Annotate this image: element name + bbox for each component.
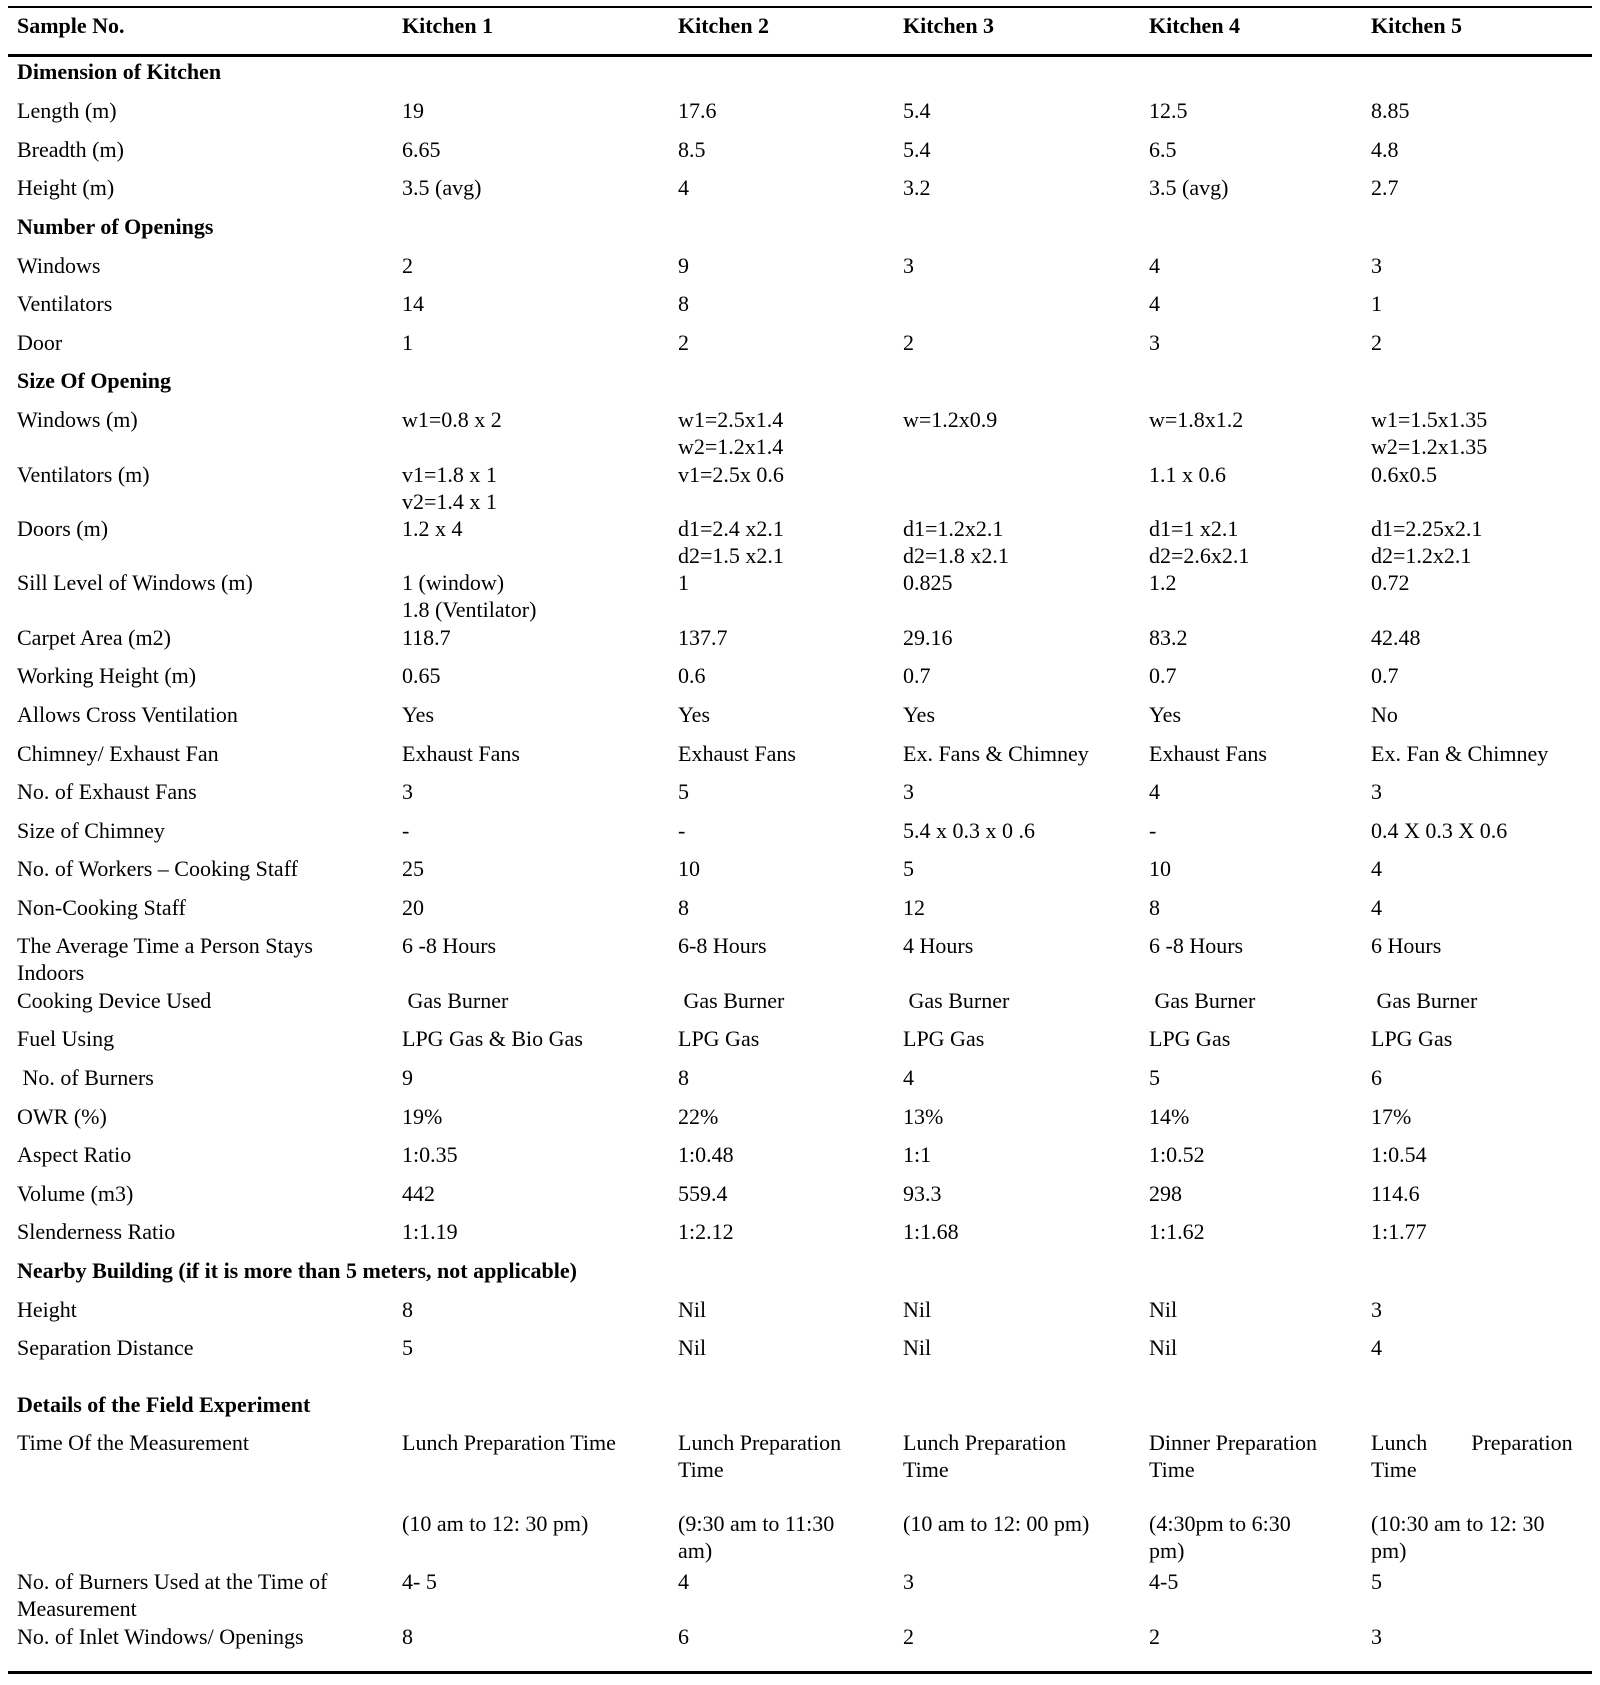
table-cell-kitchen-2: 6 <box>678 1624 689 1649</box>
table-cell-kitchen-3: 3 <box>903 779 914 804</box>
table-cell-kitchen-2: LPG Gas <box>678 1026 760 1051</box>
table-cell-kitchen-2: 5 <box>678 779 689 804</box>
header-cell-kitchen-1: Kitchen 1 <box>402 13 494 38</box>
table-cell-kitchen-1: 9 <box>402 1065 413 1090</box>
top-rule <box>8 6 1592 8</box>
table-cell-kitchen-1: - <box>402 818 410 843</box>
table-cell-kitchen-5: 1:1.77 <box>1371 1219 1427 1244</box>
table-cell-kitchen-4: d1=1 x2.1 d2=2.6x2.1 <box>1149 516 1250 568</box>
table-cell-kitchen-5: 6 <box>1371 1065 1382 1090</box>
table-cell-kitchen-1: 25 <box>402 856 424 881</box>
table-cell-kitchen-1: 3 <box>402 779 413 804</box>
header-cell-kitchen-2: Kitchen 2 <box>678 13 770 38</box>
table-cell-kitchen-3: 3.2 <box>903 175 931 200</box>
table-cell-kitchen-5: 1:0.54 <box>1371 1142 1427 1167</box>
table-cell-kitchen-4: 83.2 <box>1149 625 1188 650</box>
row-label: Fuel Using <box>17 1026 115 1051</box>
table-cell-kitchen-1: 0.65 <box>402 663 441 688</box>
table-cell-kitchen-4: Nil <box>1149 1335 1178 1360</box>
table-cell-kitchen-2: w1=2.5x1.4 w2=1.2x1.4 <box>678 407 784 459</box>
table-cell-kitchen-2: d1=2.4 x2.1 d2=1.5 x2.1 <box>678 516 784 568</box>
table-cell-kitchen-5: d1=2.25x2.1 d2=1.2x2.1 <box>1371 516 1483 568</box>
table-cell-kitchen-4: 12.5 <box>1149 98 1188 123</box>
header-rule <box>8 54 1592 57</box>
table-cell-kitchen-2: 1:0.48 <box>678 1142 734 1167</box>
row-label: No. of Exhaust Fans <box>17 779 197 804</box>
table-cell-kitchen-4: 1:0.52 <box>1149 1142 1205 1167</box>
table-cell-kitchen-2: Gas Burner <box>678 988 785 1013</box>
table-cell-kitchen-4: Yes <box>1149 702 1182 727</box>
table-cell-kitchen-5: 42.48 <box>1371 625 1421 650</box>
table-cell-kitchen-5: No <box>1371 702 1398 727</box>
table-cell-kitchen-4: 3.5 (avg) <box>1149 175 1229 200</box>
row-label: Length (m) <box>17 98 117 123</box>
table-cell-kitchen-4: Gas Burner <box>1149 988 1256 1013</box>
row-label: The Average Time a Person Stays Indoors <box>17 933 313 985</box>
table-cell-kitchen-1: 1.2 x 4 <box>402 516 463 541</box>
table-cell-kitchen-5: 5 <box>1371 1569 1382 1594</box>
table-cell-kitchen-4: - <box>1149 818 1157 843</box>
table-cell-kitchen-1: 2 <box>402 253 413 278</box>
table-cell-kitchen-1: 20 <box>402 895 424 920</box>
table-cell-kitchen-1: 1:0.35 <box>402 1142 458 1167</box>
table-cell-kitchen-3: 4 <box>903 1065 914 1090</box>
row-label: No. of Burners <box>17 1065 154 1090</box>
table-cell-kitchen-3: Nil <box>903 1335 932 1360</box>
table-cell-kitchen-4: 5 <box>1149 1065 1160 1090</box>
table-cell-kitchen-1: w1=0.8 x 2 <box>402 407 502 432</box>
table-cell-kitchen-4: 6 -8 Hours <box>1149 933 1244 958</box>
table-cell-kitchen-4: 0.7 <box>1149 663 1177 688</box>
table-cell-kitchen-3: 2 <box>903 330 914 355</box>
table-cell-kitchen-1: Yes <box>402 702 435 727</box>
table-cell-kitchen-3: 3 <box>903 253 914 278</box>
table-cell-kitchen-2: 4 <box>678 175 689 200</box>
table-cell-kitchen-1: 442 <box>402 1181 435 1206</box>
header-cell-kitchen-4: Kitchen 4 <box>1149 13 1241 38</box>
table-cell-kitchen-5: 3 <box>1371 1297 1382 1322</box>
table-cell-kitchen-3: Yes <box>903 702 936 727</box>
section-heading: Details of the Field Experiment <box>17 1392 311 1417</box>
table-cell-kitchen-1: Gas Burner <box>402 988 509 1013</box>
table-cell-kitchen-1: LPG Gas & Bio Gas <box>402 1026 583 1051</box>
table-cell-kitchen-2: Yes <box>678 702 711 727</box>
table-cell-kitchen-1: 118.7 <box>402 625 451 650</box>
table-cell-kitchen-1: 5 <box>402 1335 413 1360</box>
table-cell-kitchen-2: 137.7 <box>678 625 728 650</box>
table-cell-kitchen-4: 1.1 x 0.6 <box>1149 462 1226 487</box>
table-cell-kitchen-4: 1:1.62 <box>1149 1219 1205 1244</box>
table-cell-kitchen-3: 1:1 <box>903 1142 932 1167</box>
table-cell-kitchen-3: Lunch Preparation Time (10 am to 12: 00 pm) <box>903 1430 1090 1536</box>
table-cell-kitchen-3: 5.4 x 0.3 x 0 .6 <box>903 818 1035 843</box>
table-cell-kitchen-4: 3 <box>1149 330 1160 355</box>
table-cell-kitchen-1: 8 <box>402 1297 413 1322</box>
row-label: OWR (%) <box>17 1104 107 1129</box>
table-cell-kitchen-5: 2 <box>1371 330 1382 355</box>
table-cell-kitchen-2: 8 <box>678 895 689 920</box>
table-cell-kitchen-3: 5.4 <box>903 137 931 162</box>
row-label: Sill Level of Windows (m) <box>17 570 253 595</box>
row-label: Carpet Area (m2) <box>17 625 171 650</box>
table-cell-kitchen-3: 13% <box>903 1104 944 1129</box>
table-cell-kitchen-5: Gas Burner <box>1371 988 1478 1013</box>
table-cell-kitchen-3: 93.3 <box>903 1181 942 1206</box>
table-cell-kitchen-2: - <box>678 818 686 843</box>
row-label: Working Height (m) <box>17 663 197 688</box>
table-cell-kitchen-5: 4 <box>1371 895 1382 920</box>
table-cell-kitchen-1: 19% <box>402 1104 443 1129</box>
table-cell-kitchen-2: v1=2.5x 0.6 <box>678 462 784 487</box>
table-cell-kitchen-3: Ex. Fans & Chimney <box>903 741 1089 766</box>
row-label: Size of Chimney <box>17 818 165 843</box>
table-cell-kitchen-1: 6 -8 Hours <box>402 933 497 958</box>
table-cell-kitchen-1: 4- 5 <box>402 1569 437 1594</box>
table-cell-kitchen-3: w=1.2x0.9 <box>903 407 998 432</box>
table-cell-kitchen-2: Exhaust Fans <box>678 741 796 766</box>
table-cell-kitchen-4: Dinner Preparation Time (4:30pm to 6:30 pm) <box>1149 1430 1317 1563</box>
row-label: Cooking Device Used <box>17 988 212 1013</box>
table-cell-kitchen-5: Ex. Fan & Chimney <box>1371 741 1549 766</box>
table-cell-kitchen-1: 14 <box>402 291 424 316</box>
section-heading: Nearby Building (if it is more than 5 meters, not applicable) <box>17 1258 577 1283</box>
table-cell-kitchen-5: 4 <box>1371 856 1382 881</box>
table-cell-kitchen-5: 3 <box>1371 779 1382 804</box>
table-cell-kitchen-1: Exhaust Fans <box>402 741 520 766</box>
table-cell-kitchen-5: 2.7 <box>1371 175 1399 200</box>
table-cell-kitchen-2: 4 <box>678 1569 689 1594</box>
table-cell-kitchen-4: 4 <box>1149 291 1160 316</box>
table-cell-kitchen-4: w=1.8x1.2 <box>1149 407 1244 432</box>
table-cell-kitchen-2: 17.6 <box>678 98 717 123</box>
table-cell-kitchen-5: 4 <box>1371 1335 1382 1360</box>
table-cell-kitchen-2: Nil <box>678 1335 707 1360</box>
table-cell-kitchen-2: 559.4 <box>678 1181 728 1206</box>
table-cell-kitchen-4: 10 <box>1149 856 1171 881</box>
table-cell-kitchen-3: 5.4 <box>903 98 931 123</box>
row-label: Ventilators (m) <box>17 462 150 487</box>
table-cell-kitchen-1: 1 <box>402 330 413 355</box>
row-label: No. of Workers – Cooking Staff <box>17 856 298 881</box>
table-cell-kitchen-4: 298 <box>1149 1181 1182 1206</box>
table-cell-kitchen-5: 3 <box>1371 1624 1382 1649</box>
table-cell-kitchen-1: 8 <box>402 1624 413 1649</box>
table-cell-kitchen-2: 22% <box>678 1104 719 1129</box>
table-cell-kitchen-5: 0.4 X 0.3 X 0.6 <box>1371 818 1508 843</box>
bottom-rule <box>8 1671 1592 1674</box>
table-cell-kitchen-5: 3 <box>1371 253 1382 278</box>
section-heading: Number of Openings <box>17 214 214 239</box>
table-cell-kitchen-3: 3 <box>903 1569 914 1594</box>
table-cell-kitchen-1: 19 <box>402 98 424 123</box>
header-cell-kitchen-5: Kitchen 5 <box>1371 13 1463 38</box>
row-label: No. of Burners Used at the Time of Measurement <box>17 1569 328 1621</box>
table-cell-kitchen-3: LPG Gas <box>903 1026 985 1051</box>
row-label: Breadth (m) <box>17 137 124 162</box>
row-label: Ventilators <box>17 291 113 316</box>
table-cell-kitchen-2: 2 <box>678 330 689 355</box>
table-cell-kitchen-1: 3.5 (avg) <box>402 175 482 200</box>
table-cell-kitchen-3: d1=1.2x2.1 d2=1.8 x2.1 <box>903 516 1009 568</box>
table-cell-kitchen-4: 4-5 <box>1149 1569 1179 1594</box>
table-cell-kitchen-2: 1 <box>678 570 689 595</box>
header-cell-label: Sample No. <box>17 13 125 38</box>
table-cell-kitchen-4: Exhaust Fans <box>1149 741 1267 766</box>
table-cell-kitchen-3: 2 <box>903 1624 914 1649</box>
table-cell-kitchen-2: 8.5 <box>678 137 706 162</box>
row-label: Height <box>17 1297 77 1322</box>
table-cell-kitchen-1: Lunch Preparation Time (10 am to 12: 30 pm) <box>402 1430 616 1536</box>
table-cell-kitchen-2: 6-8 Hours <box>678 933 767 958</box>
table-cell-kitchen-3: 5 <box>903 856 914 881</box>
table-cell-kitchen-5: 8.85 <box>1371 98 1410 123</box>
table-cell-kitchen-5: 1 <box>1371 291 1382 316</box>
row-label: Windows (m) <box>17 407 138 432</box>
row-label: Height (m) <box>17 175 115 200</box>
table-cell-kitchen-2: 0.6 <box>678 663 706 688</box>
table-cell-kitchen-5: 0.72 <box>1371 570 1410 595</box>
table-cell-kitchen-1: 6.65 <box>402 137 441 162</box>
table-cell-kitchen-5: 4.8 <box>1371 137 1399 162</box>
table-cell-kitchen-4: 6.5 <box>1149 137 1177 162</box>
row-label: Non-Cooking Staff <box>17 895 186 920</box>
table-cell-kitchen-2: 10 <box>678 856 700 881</box>
table-cell-kitchen-1: 1 (window) 1.8 (Ventilator) <box>402 570 537 622</box>
row-label: Windows <box>17 253 101 278</box>
table-cell-kitchen-4: 8 <box>1149 895 1160 920</box>
table-cell-kitchen-5: Lunch Preparation Time (10:30 am to 12: 30 pm) <box>1371 1430 1573 1563</box>
table-cell-kitchen-4: 2 <box>1149 1624 1160 1649</box>
row-label: Volume (m3) <box>17 1181 134 1206</box>
table-cell-kitchen-3: Gas Burner <box>903 988 1010 1013</box>
table-cell-kitchen-2: 1:2.12 <box>678 1219 734 1244</box>
table-cell-kitchen-5: 6 Hours <box>1371 933 1442 958</box>
table-cell-kitchen-2: Lunch Preparation Time (9:30 am to 11:30 am) <box>678 1430 842 1563</box>
table-cell-kitchen-4: 4 <box>1149 779 1160 804</box>
row-label: Doors (m) <box>17 516 109 541</box>
table-cell-kitchen-3: 29.16 <box>903 625 953 650</box>
table-cell-kitchen-2: 8 <box>678 1065 689 1090</box>
row-label: Time Of the Measurement <box>17 1430 249 1455</box>
row-label: No. of Inlet Windows/ Openings <box>17 1624 304 1649</box>
section-heading: Dimension of Kitchen <box>17 59 222 84</box>
row-label: Separation Distance <box>17 1335 194 1360</box>
table-cell-kitchen-2: Nil <box>678 1297 707 1322</box>
table-cell-kitchen-5: LPG Gas <box>1371 1026 1453 1051</box>
table-cell-kitchen-4: 4 <box>1149 253 1160 278</box>
table-cell-kitchen-3: Nil <box>903 1297 932 1322</box>
table-cell-kitchen-2: 8 <box>678 291 689 316</box>
table-cell-kitchen-3: 0.7 <box>903 663 931 688</box>
table-cell-kitchen-1: 1:1.19 <box>402 1219 458 1244</box>
table-cell-kitchen-5: 0.7 <box>1371 663 1399 688</box>
section-heading: Size Of Opening <box>17 368 172 393</box>
table-cell-kitchen-3: 0.825 <box>903 570 953 595</box>
table-cell-kitchen-3: 12 <box>903 895 925 920</box>
table-cell-kitchen-5: w1=1.5x1.35 w2=1.2x1.35 <box>1371 407 1488 459</box>
row-label: Slenderness Ratio <box>17 1219 176 1244</box>
header-cell-kitchen-3: Kitchen 3 <box>903 13 995 38</box>
table-cell-kitchen-4: LPG Gas <box>1149 1026 1231 1051</box>
table-cell-kitchen-3: 4 Hours <box>903 933 974 958</box>
table-cell-kitchen-1: v1=1.8 x 1 v2=1.4 x 1 <box>402 462 497 514</box>
table-cell-kitchen-5: 17% <box>1371 1104 1412 1129</box>
table-cell-kitchen-4: Nil <box>1149 1297 1178 1322</box>
table-cell-kitchen-5: 0.6x0.5 <box>1371 462 1437 487</box>
row-label: Aspect Ratio <box>17 1142 132 1167</box>
table-cell-kitchen-5: 114.6 <box>1371 1181 1420 1206</box>
table-cell-kitchen-4: 14% <box>1149 1104 1190 1129</box>
row-label: Allows Cross Ventilation <box>17 702 238 727</box>
table-cell-kitchen-4: 1.2 <box>1149 570 1177 595</box>
table-cell-kitchen-2: 9 <box>678 253 689 278</box>
row-label: Door <box>17 330 63 355</box>
row-label: Chimney/ Exhaust Fan <box>17 741 219 766</box>
table-cell-kitchen-3: 1:1.68 <box>903 1219 959 1244</box>
